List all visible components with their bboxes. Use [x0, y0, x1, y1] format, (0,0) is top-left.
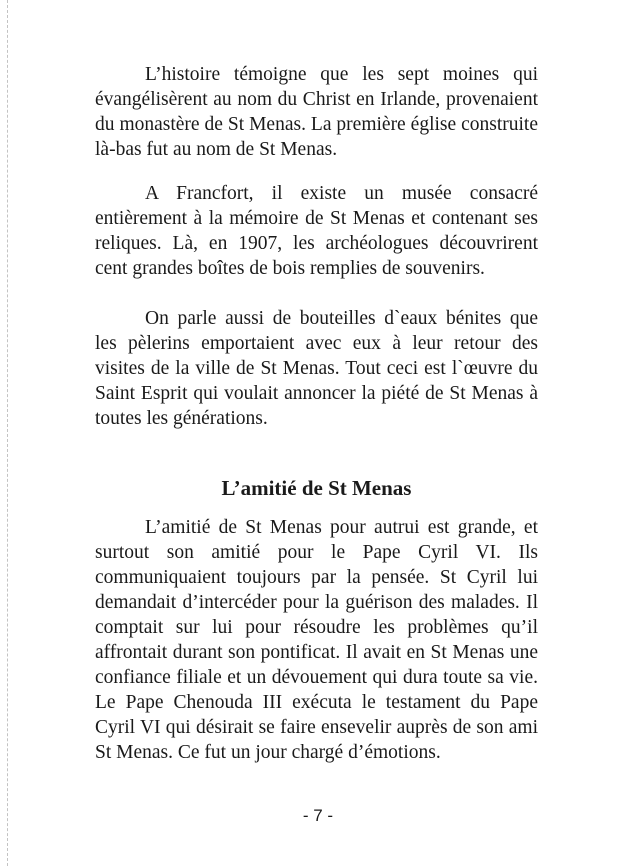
scan-edge-artifact: [7, 0, 8, 866]
document-page: [95, 62, 538, 763]
paragraph-friendship: L’amitié de St Menas pour autrui est grande, et surtout son amitié pour le Pape Cyril VI. Ils communiquaient toujours par la pensée. St Cyril lui demandait d’intercéder pour la guérison des malades. Il comptait sur lui pour résoudre les problèmes qu’il affrontait durant son pontificat. Il avait en St Menas une confiance filiale et un dévouement qui dura toute sa vie. Le Pape Chenouda III exécuta le testament du Pape Cyril VI qui désirait se faire ensevelir auprès de son ami St Menas. Ce fut un jour chargé d’émotions.: [95, 517, 538, 763]
paragraph-irish-monks: L’histoire témoigne que les sept moines qui évangélisèrent au nom du Christ en Irlande, provenaient du monastère de St Menas. La première église construite là-bas fut au nom de St Menas.: [95, 64, 538, 160]
section-heading: L’amitié de St Menas: [221, 476, 412, 500]
paragraph-frankfurt-museum: A Francfort, il existe un musée consacré entièrement à la mémoire de St Menas et contenant ses reliques. Là, en 1907, les archéologues découvrirent cent grandes boîtes de bois remplies de souvenirs.: [95, 183, 538, 279]
paragraph-holy-water-bottles: On parle aussi de bouteilles d`eaux bénites que les pèlerins emportaient avec eux à leur retour des visites de la ville de St Menas. Tout ceci est l`œuvre du Saint Esprit qui voulait annoncer la piété de St Menas à toutes les générations.: [95, 308, 538, 429]
page-number: - 7 -: [302, 806, 334, 825]
